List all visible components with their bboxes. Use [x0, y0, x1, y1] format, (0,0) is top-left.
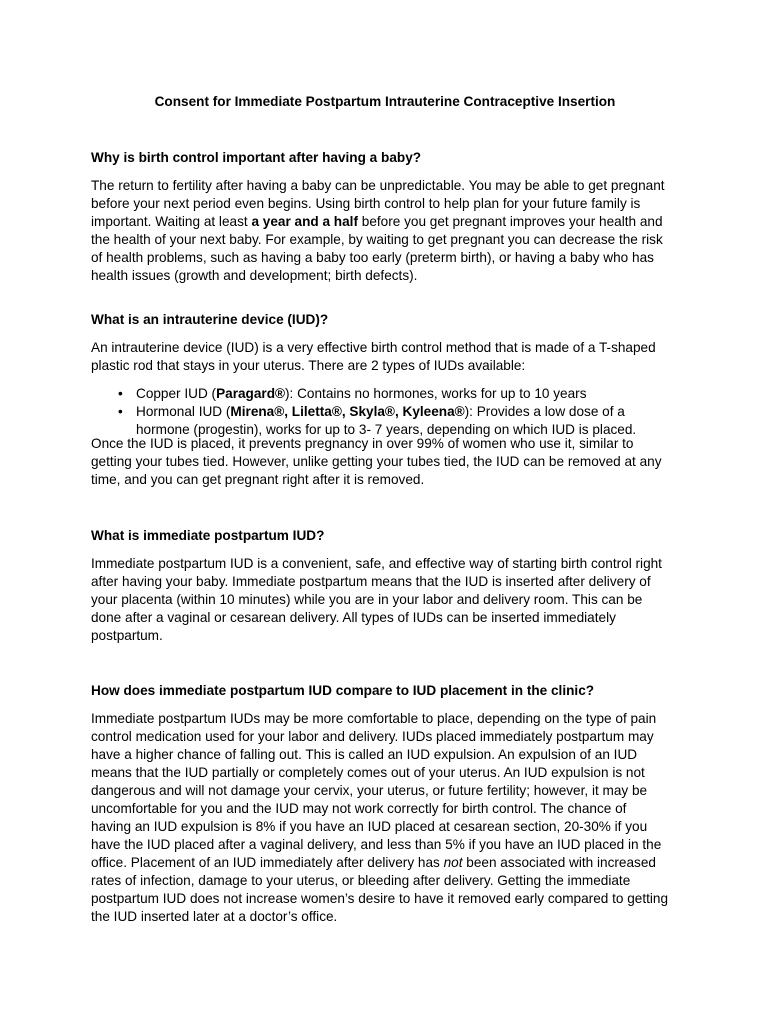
paragraph-line: the health of your next baby. For example, by waiting to get pregnant you can decrease the risk: [91, 232, 663, 247]
paragraph-line: postpartum.: [91, 628, 163, 643]
paragraph-line: have a higher chance of falling out. This is called an IUD expulsion. An expulsion of an IUD: [91, 747, 638, 762]
section-heading-comparison: How does immediate postpartum IUD compare to IUD placement in the clinic?: [91, 683, 595, 698]
paragraph-line: dangerous and will not damage your cervix, your uterus, or future fertility; however, it may be: [91, 783, 648, 798]
paragraph-line: your placenta (within 10 minutes) while you are in your labor and delivery room. This can be: [91, 592, 643, 607]
paragraph-line: Once the IUD is placed, it prevents pregnancy in over 99% of women who use it, similar to: [91, 436, 634, 451]
section-body-why-birth-control: [91, 177, 691, 285]
paragraph-line: Immediate postpartum IUDs may be more comfortable to place, depending on the type of pain: [91, 711, 657, 726]
paragraph-line: time, and you can get pregnant right after it is removed.: [91, 472, 425, 487]
paragraph-line: having an IUD expulsion is 8% if you have an IUD placed at cesarean section, 20-30% if you: [91, 819, 648, 834]
bullet-icon: •: [118, 386, 123, 401]
paragraph-line: postpartum IUD does not increase women’s desire to have it removed early compared to getting: [91, 891, 669, 906]
paragraph-line: The return to fertility after having a baby can be unpredictable. You may be able to get pregnant: [91, 178, 665, 193]
section-body-iud-effectiveness: [91, 435, 691, 489]
paragraph-line: Immediate postpartum IUD is a convenient, safe, and effective way of starting birth control right: [91, 556, 662, 571]
paragraph-line: the IUD inserted later at a doctor’s office.: [91, 909, 338, 924]
section-body-immediate-postpartum: [91, 555, 691, 645]
document-title: Consent for Immediate Postpartum Intrauterine Contraceptive Insertion: [154, 94, 616, 109]
section-body-what-is-iud: [91, 339, 691, 375]
paragraph-line: uncomfortable for you and the IUD may not work correctly for birth control. The chance of: [91, 801, 627, 816]
list-item-copper-iud: [91, 385, 691, 403]
paragraph-line: of health problems, such as having a baby too early (preterm birth), or having a baby who has: [91, 250, 654, 265]
list-item-hormonal-iud: [91, 403, 691, 439]
list-item-text: Hormonal IUD (Mirena®, Liletta®, Skyla®, Kyleena®): Provides a low dose of a: [136, 404, 625, 419]
brand-name-text: Mirena®, Liletta®, Skyla®, Kyleena®: [230, 404, 465, 419]
section-body-comparison: [91, 710, 691, 926]
list-item-text: Copper IUD (Paragard®): Contains no hormones, works for up to 10 years: [136, 386, 587, 401]
paragraph-line: important. Waiting at least a year and a half before you get pregnant improves your health and: [91, 214, 663, 229]
brand-name-text: Paragard®: [216, 386, 286, 401]
paragraph-line: after having your baby. Immediate postpartum means that the IUD is inserted after delivery of: [91, 574, 651, 589]
paragraph-line: office. Placement of an IUD immediately after delivery has not been associated with increased: [91, 855, 656, 870]
emphasis-text: not: [443, 855, 463, 870]
section-heading-immediate-postpartum: What is immediate postpartum IUD?: [91, 528, 325, 543]
paragraph-line: An intrauterine device (IUD) is a very effective birth control method that is made of a T-shaped: [91, 340, 656, 355]
paragraph-line: health issues (growth and development; birth defects).: [91, 268, 418, 283]
paragraph-line: done after a vaginal or cesarean delivery. All types of IUDs can be inserted immediately: [91, 610, 616, 625]
paragraph-line: plastic rod that stays in your uterus. There are 2 types of IUDs available:: [91, 358, 526, 373]
paragraph-line: have the IUD placed after a vaginal delivery, and less than 5% if you have an IUD placed in the: [91, 837, 662, 852]
paragraph-line: before your next period even begins. Using birth control to help plan for your future family is: [91, 196, 641, 211]
section-heading-why-birth-control: Why is birth control important after having a baby?: [91, 150, 422, 165]
section-heading-what-is-iud: What is an intrauterine device (IUD)?: [91, 312, 329, 327]
bullet-icon: •: [118, 404, 123, 419]
paragraph-line: getting your tubes tied. However, unlike getting your tubes tied, the IUD can be removed at any: [91, 454, 662, 469]
paragraph-line: rates of infection, damage to your uterus, or bleeding after delivery. Getting the immediate: [91, 873, 631, 888]
paragraph-line: control medication used for your labor and delivery. IUDs placed immediately postpartum may: [91, 729, 654, 744]
emphasis-text: a year and a half: [251, 214, 358, 229]
iud-types-list: [91, 385, 691, 439]
paragraph-line: means that the IUD partially or completely comes out of your uterus. An IUD expulsion is not: [91, 765, 645, 780]
list-item-text-continued: hormone (progestin), works for up to 3- 7 years, depending on which IUD is placed.: [136, 422, 637, 437]
